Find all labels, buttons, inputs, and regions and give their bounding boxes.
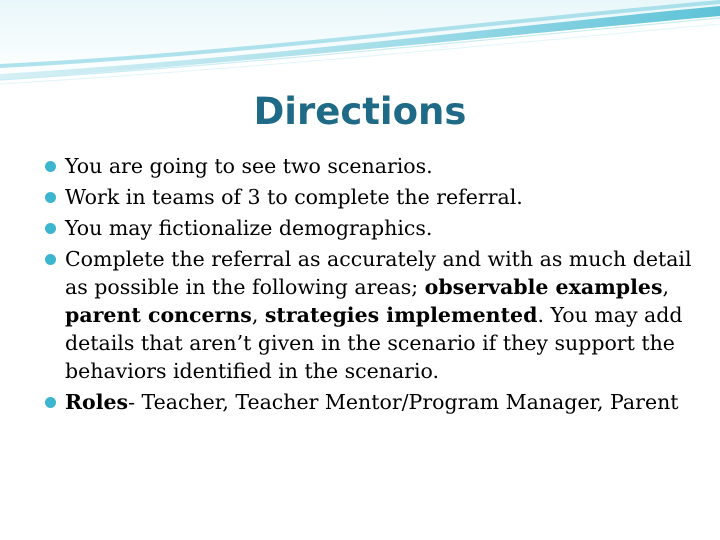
slide-title	[0, 90, 720, 133]
bullet-bold-strategies-implemented: strategies implemented	[264, 303, 538, 327]
bullet-bold-roles: Roles	[65, 390, 129, 414]
bullet-bold-parent-concerns: parent concerns	[65, 303, 252, 327]
bullet-text: You may fictionalize demographics.	[65, 216, 433, 240]
bullet-dot-icon	[45, 161, 56, 172]
bullet-dot-icon	[45, 192, 56, 203]
bullet-bold-observable-examples: observable examples	[424, 275, 663, 299]
bullet-list	[44, 152, 694, 419]
slide-title-text: Directions	[253, 90, 467, 133]
bullet-item	[44, 245, 694, 385]
bullet-item	[44, 388, 694, 416]
bullet-item	[44, 214, 694, 242]
bullet-item	[44, 183, 694, 211]
bullet-dot-icon	[45, 254, 56, 265]
bullet-item	[44, 152, 694, 180]
bullet-text: Work in teams of 3 to complete the referral.	[65, 185, 523, 209]
bullet-text-part: ,	[251, 303, 265, 327]
bullet-dot-icon	[45, 223, 56, 234]
bullet-text-part: ,	[662, 275, 670, 299]
bullet-text: You are going to see two scenarios.	[65, 154, 433, 178]
bullet-text-part: Complete the referral as accurately and with as much detail as possible in the following areas;	[65, 247, 692, 299]
bullet-text-part: . You may add details that aren’t given in the scenario if they support the behaviors identified in the scenario.	[65, 303, 683, 383]
bullet-dot-icon	[45, 397, 56, 408]
header-wave-decoration	[0, 0, 720, 90]
bullet-text-part: - Teacher, Teacher Mentor/Program Manager, Parent	[128, 390, 679, 414]
